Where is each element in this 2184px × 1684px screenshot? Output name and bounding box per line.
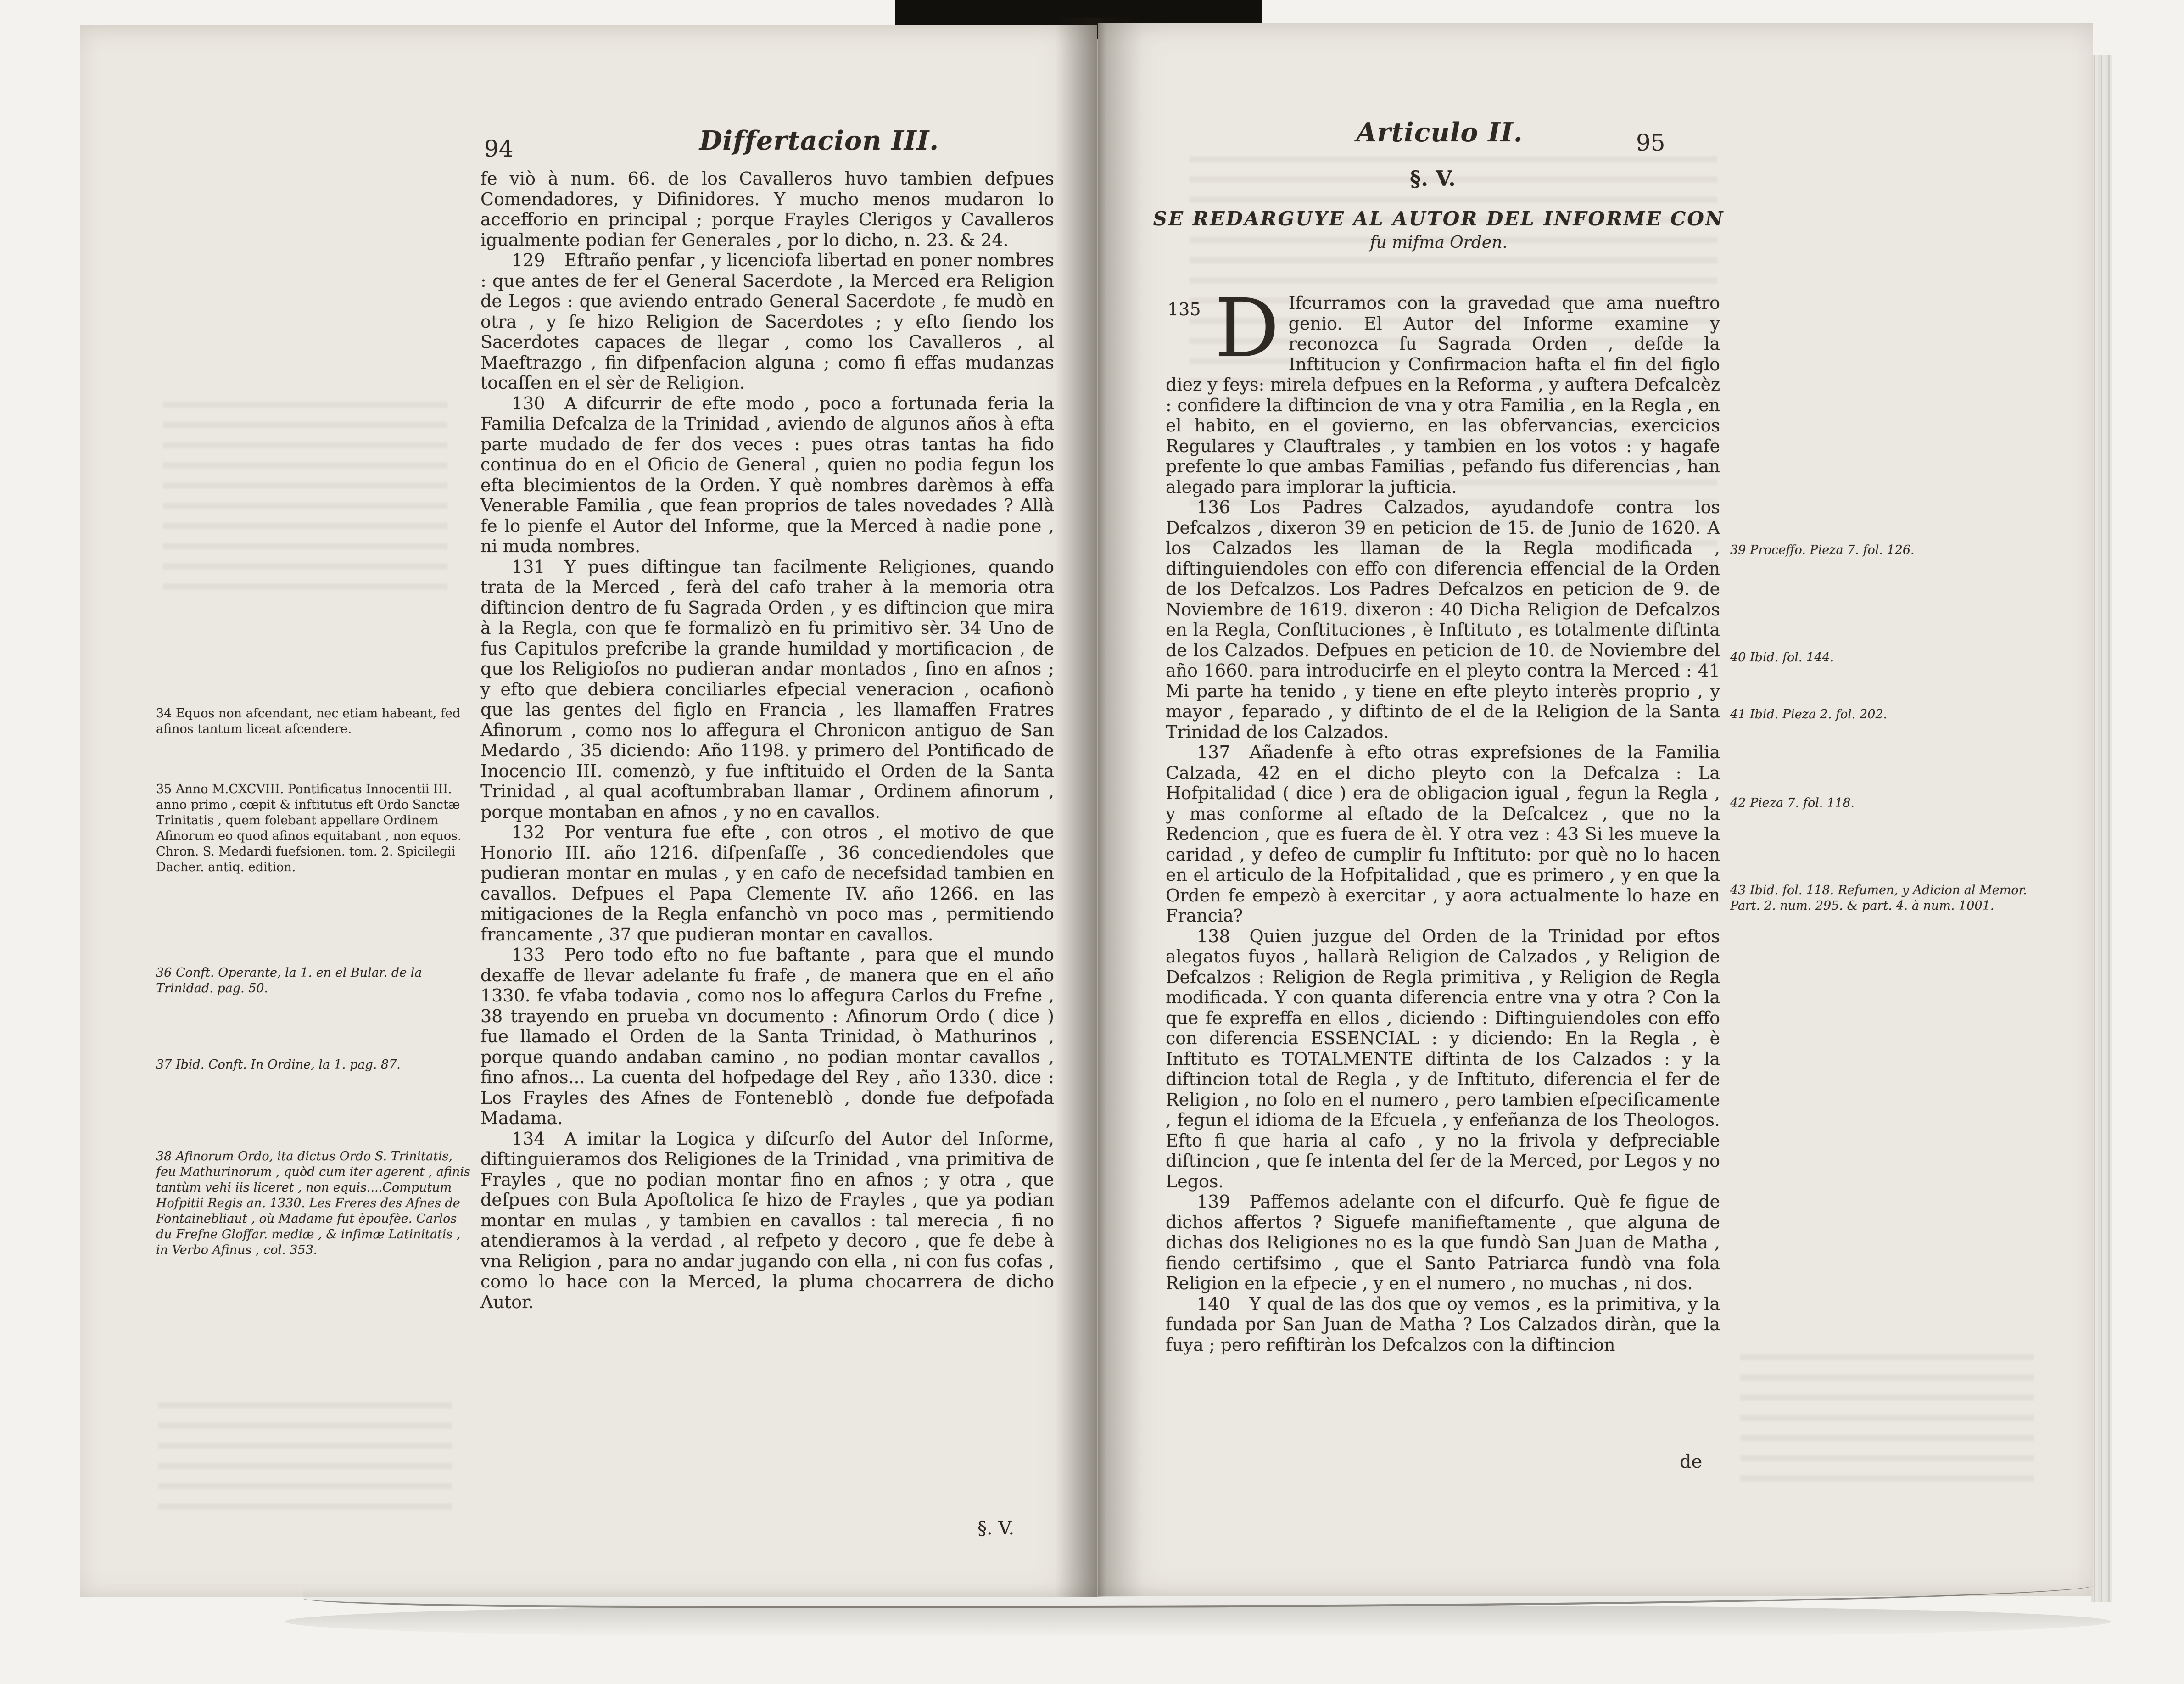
page-bottom-edge bbox=[303, 1584, 2097, 1608]
gutter-shadow bbox=[1056, 18, 1143, 1597]
paragraph-number: 131 bbox=[512, 556, 545, 577]
paragraph-140: 140 Y qual de las dos que oy vemos , es la primitiva, y la fundada por San Juan de Matha ? Los Calzados diràn, que la fuya ; pero refiftiràn los Defcalzos con la diftincion bbox=[1166, 1293, 1720, 1355]
section-title-line1: SE REDARGUYE AL AUTOR DEL INFORME CON bbox=[1153, 207, 1725, 230]
page-edge-stack bbox=[2091, 55, 2112, 1602]
right-page-number: 95 bbox=[1636, 129, 1665, 156]
bleed-through bbox=[163, 402, 447, 594]
paragraph-number: 140 bbox=[1197, 1293, 1230, 1314]
right-page bbox=[1098, 23, 2093, 1596]
paragraph-131: 131 Y pues diftingue tan facilmente Religiones, quando trata de la Merced , ferà del cafo traher à la memoria otra diftincion dentro de fu Sagrada Orden , y es diftincion que mira à la Regla, con que fe formalizò en fu primitivo sèr. 34 Uno de fus Capitulos prefcribe la grande humildad y mortificacion , de que los Religiofos no pudieran andar montados , fino en afnos ; y efto que debiera conciliarles efpecial veneracion , ocafionò que las gentes del figlo en Francia , les llamaffen Fratres Afinorum , como nos lo affegura el Chronicon antiguo de San Medardo , 35 diciendo: Año 1198. y primero del Pontificado de Inocencio III. comenzò, y fue inftituido el Orden de la Santa Trinidad , al qual acoftumbraban llamar , Ordinem afinorum , porque montaban en afnos , y no en cavallos. bbox=[480, 556, 1054, 822]
paragraph-number: 139 bbox=[1197, 1192, 1230, 1212]
right-text-column bbox=[1166, 281, 1720, 1355]
margin-note-37: 37 Ibid. Conft. In Ordine, la 1. pag. 87. bbox=[156, 1057, 401, 1072]
margin-note-40: 40 Ibid. fol. 144. bbox=[1730, 650, 1834, 665]
paragraph-137: 137 Añadenfe à efto otras exprefsiones de la Familia Calzada, 42 en el dicho pleyto con la Defcalza : La Hofpitalidad ( dice ) era de obligacion igual , fegun la Regla , y mas conforme al eftado de la Defcalcez , que no la Redencion , que es fuera de èl. Y otra vez : 43 Si les mueve la caridad , y defeo de cumplir fu Inftituto: por què no lo hacen en el articulo de la Hofpitalidad , que es primero , y en que la Orden fe empezò à exercitar , y aora actualmente lo haze en Francia? bbox=[1166, 742, 1720, 926]
paragraph-139: 139 Paffemos adelante con el difcurfo. Què fe figue de dichos affertos ? Siguefe manifieftamente , que alguna de dichas dos Religiones no es la que fundò San Juan de Matha , fiendo certifsimo , que el Santo Patriarca fundò vna fola Religion en la efpecie , y en el numero , no muchas , ni dos. bbox=[1166, 1192, 1720, 1293]
margin-note-35: 35 Anno M.CXCVIII. Pontificatus Innocentii III. anno primo , cœpit & inftitutus eft Ordo Sanctæ Trinitatis , quem folebant appellare Ordinem Afinorum eo quod afinos equitabant , non equos. Chron. S. Medardi fuefsionen. tom. 2. Spicilegii Dacher. antiq. edition. bbox=[156, 782, 462, 874]
paragraph-138: 138 Quien juzgue del Orden de la Trinidad por eftos alegatos fuyos , hallarà Religion de Calzados , y Religion de Defcalzos : Religion de Regla primitiva , y Religion de Regla modificada. Y con quanta diferencia entre vna y otra ? Con la que fe expreffa en ellos , diciendo : Diftinguiendoles con effo con diferencia ESSENCIAL : y diciendo: En la Regla , è Inftituto es TOTALMENTE diftinta de los Calzados : y la diftincion total de Regla , y de Inftituto, diferencia el fer de Religion , no folo en el numero , pero tambien efpecificamente , fegun el idioma de la Efcuela , y enfeñanza de los Theologos. Efto fi que haria al cafo , y no la frivola y defpreciable diftincion , que fe intenta del fer de la Merced, por Legos y no Legos. bbox=[1166, 926, 1720, 1192]
left-page-number: 94 bbox=[484, 135, 514, 162]
margin-note-42: 42 Pieza 7. fol. 118. bbox=[1730, 796, 1855, 810]
paragraph-number: 137 bbox=[1197, 742, 1230, 762]
bleed-through bbox=[158, 1402, 452, 1522]
paragraph-132: 132 Por ventura fue efte , con otros , el motivo de que Honorio III. año 1216. difpenfaffe , 36 concediendoles que pudieran montar en mulas , y en cafo de necefsidad tambien en cavallos. Defpues el Papa Clemente IV. año 1266. en las mitigaciones de la Regla enfanchò vn poco mas , permitiendo francamente , 37 que pudieran montar en cavallos. bbox=[480, 822, 1054, 945]
paragraph-number: 133 bbox=[512, 945, 545, 965]
margin-note-38: 38 Afinorum Ordo, ita dictus Ordo S. Trinitatis, feu Mathurinorum , quòd cum iter agerent , afinis tantùm vehi iis liceret , non equis....Computum Hofpitii Regis an. 1330. Les Freres des Afnes de Fontainebliaut , où Madame fut èpoufèe. Carlos du Frefne Gloffar. mediæ , & infimæ Latinitatis , in Verbo Afinus , col. 353. bbox=[156, 1149, 470, 1257]
left-page bbox=[80, 25, 1097, 1597]
paragraph-number: 130 bbox=[512, 393, 545, 414]
left-text-column bbox=[480, 168, 1054, 1312]
section-mark: §. V. bbox=[1410, 166, 1456, 191]
paragraph-number: 135 bbox=[1167, 299, 1201, 319]
margin-note-39: 39 Proceffo. Pieza 7. fol. 126. bbox=[1730, 543, 1915, 557]
margin-note-36: 36 Conft. Operante, la 1. en el Bular. de la Trinidad. pag. 50. bbox=[156, 966, 422, 996]
margin-note-34: 34 Equos non afcendant, nec etiam habeant, fed afinos tantum liceat afcendere. bbox=[156, 706, 461, 736]
paragraph-134: 134 A imitar la Logica y difcurfo del Autor del Informe, diftinguieramos dos Religiones de la Trinidad , vna primitiva de Frayles , que no podian montar fino en afnos ; y otra , que defpues con Bula Apoftolica fe hizo de Frayles , que ya podian montar en mulas , y tambien en cavallos : tal merecia , fi no atendieramos à la verdad , al refpeto y decoro , que fe debe à vna Religion , para no andar jugando con ella , ni con fus cofas , como lo hace con la Merced, la pluma chocarrera de dicho Autor. bbox=[480, 1128, 1054, 1312]
paragraph-number: 136 bbox=[1197, 497, 1230, 517]
paragraph-number: 129 bbox=[512, 250, 545, 270]
right-catchword: de bbox=[1680, 1451, 1703, 1472]
paragraph-130: 130 A difcurrir de efte modo , poco a fortunada feria la Familia Defcalza de la Trinidad , aviendo de algunos años à efta parte mudado de fer dos veces : pues otras tantas ha fido continua do en el Oficio de General , quien no podia fegun los efta blecimientos de la Orden. Y què nombres darèmos à effa Venerable Familia , que fean proprios de tales novedades ? Allà fe lo pienfe el Autor del Informe, que la Merced à nadie pone , ni muda nombres. bbox=[480, 393, 1054, 556]
drop-cap-letter: D bbox=[1214, 281, 1279, 375]
paragraph-number: 134 bbox=[512, 1128, 545, 1149]
left-running-header: Differtacion III. bbox=[699, 125, 939, 156]
margin-note-43: 43 Ibid. fol. 118. Refumen, y Adicion al Memor. Part. 2. num. 295. & part. 4. à num. 1001. bbox=[1730, 883, 2028, 913]
paragraph-133: 133 Pero todo efto no fue baftante , para que el mundo dexaffe de llevar adelante fu frafe , de manera que en el año 1330. fe vfaba todavia , como nos lo affegura Carlos du Frefne , 38 trayendo en prueba vn documento : Afinorum Ordo ( dice ) fue llamado el Orden de la Santa Trinidad, ò Mathurinos , porque quando andaban camino , no podian montar cavallos , fino afnos... La cuenta del hofpedage del Rey , año 1330. dice : Los Frayles des Afnes de Fonteneblò , donde fue defpofada Madama. bbox=[480, 945, 1054, 1128]
paragraph-number: 138 bbox=[1197, 926, 1230, 946]
left-catchword: §. V. bbox=[977, 1518, 1015, 1539]
section-title-line2: fu mifma Orden. bbox=[1370, 233, 1508, 252]
paragraph-continuation: fe viò à num. 66. de los Cavalleros huvo tambien defpues Comendadores, y Difinidores. Y mucho menos mudaron lo accefforio en principal ; porque Frayles Clerigos y Cavalleros igualmente podian fer Generales , por lo dicho, n. 23. & 24. bbox=[480, 168, 1054, 250]
page-bottom-shadow bbox=[285, 1606, 2111, 1638]
bleed-through bbox=[1740, 1354, 2034, 1483]
margin-note-41: 41 Ibid. Pieza 2. fol. 202. bbox=[1730, 707, 1888, 722]
paragraph-number: 132 bbox=[512, 822, 545, 842]
paragraph-129: 129 Eftraño penfar , y licenciofa libertad en poner nombres : que antes de fer el General Sacerdote , la Merced era Religion de Legos : que aviendo entrado General Sacerdote , fe mudò en otra , y fe hizo Religion de Sacerdotes ; y efto fiendo los Sacerdotes capaces de llegar , como los Cavalleros , al Maeftrazgo , fin difpenfacion alguna ; como fi effas mudanzas tocaffen en el sèr de Religion. bbox=[480, 250, 1054, 393]
paragraph-135: 135 D Ifcurramos con la gravedad que ama nueftro genio. El Autor del Informe examine y reconozca fu Sagrada Orden , defde la Inftitucion y Confirmacion hafta el fin del figlo diez y feys: mirela defpues en la Reforma , y auftera Defcalcèz : confidere la diftincion de vna y otra Familia , en la Regla , en el habito, en el govierno, en las obfervancias, exercicios Regulares y Clauftrales , y tambien en los votos : y hagafe prefente lo que ambas Familias , pefando fus diferencias , han alegado para implorar la jufticia. bbox=[1166, 281, 1720, 497]
paragraph-136: 136 Los Padres Calzados, ayudandofe contra los Defcalzos , dixeron 39 en peticion de 15. de Junio de 1620. A los Calzados les llaman de la Regla modificada , diftinguiendoles con effo con diferencia effencial de la Orden de los Defcalzos. Los Padres Defcalzos en peticion de 9. de Noviembre de 1619. dixeron : 40 Dicha Religion de Defcalzos en la Regla, Conftituciones , è Inftituto , es totalmente diftinta de los Calzados. Defpues en peticion de 10. de Noviembre del año 1660. para introducirfe en el pleyto contra la Merced : 41 Mi parte ha tenido , y tiene en efte pleyto interès proprio , y mayor , feparado , y diftinto de el de la Religion de la Santa Trinidad de los Calzados. bbox=[1166, 497, 1720, 742]
right-running-header: Articulo II. bbox=[1356, 117, 1523, 148]
